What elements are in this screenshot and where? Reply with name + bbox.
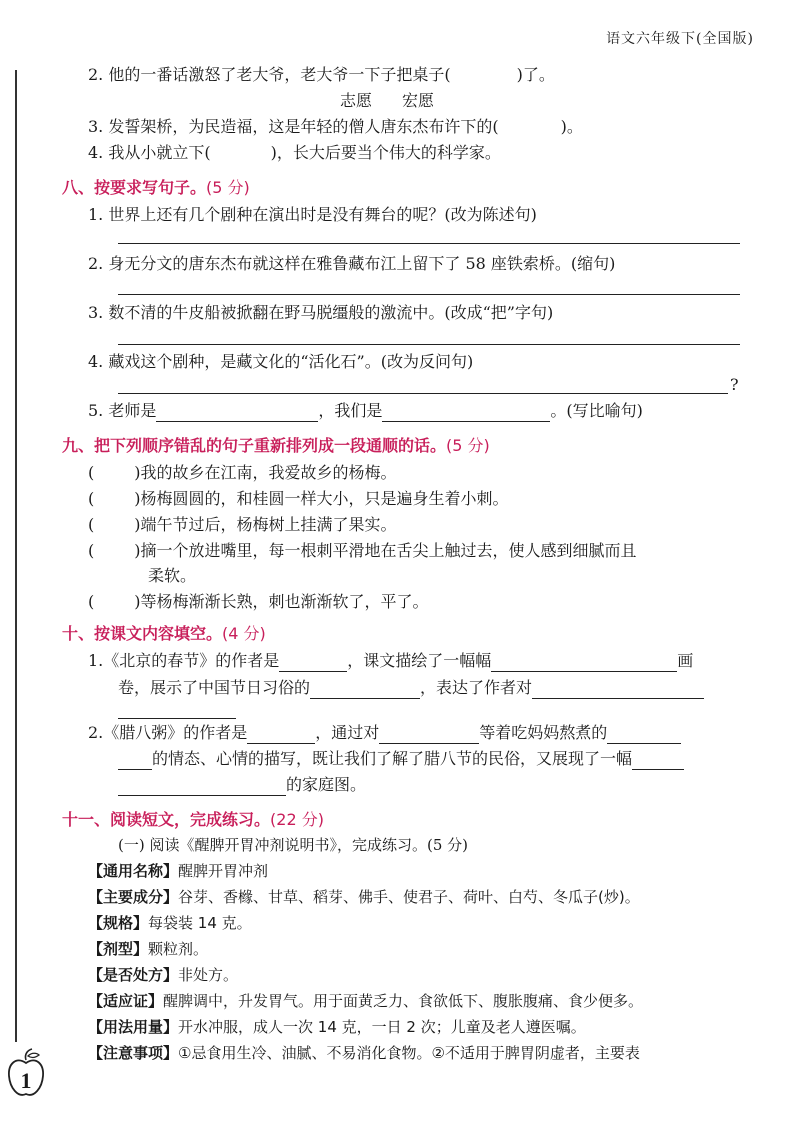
leaflet-row: 【规格】每袋装 14 克。 (88, 914, 252, 932)
word-choice: 宏愿 (402, 91, 435, 110)
fill-blank[interactable] (310, 680, 420, 699)
leaflet-row: 【用法用量】开水冲服，成人一次 14 克，一日 2 次；儿童及老人遵医嘱。 (88, 1018, 586, 1036)
p7-q2: 2. 他的一番话激怒了老大爷，老大爷一下子把桌子( )了。 (88, 65, 555, 84)
fill-blank[interactable] (118, 777, 286, 796)
page-header: 语文六年级下(全国版) (606, 31, 754, 47)
fill-blank[interactable] (632, 751, 684, 770)
fill-blank[interactable] (532, 680, 704, 699)
p10-q2-line2: 的情态、心情的描写，既让我们了解了腊八节的民俗，又展现了一幅 (118, 748, 684, 770)
p8-q4-end-mark: ? (730, 375, 739, 394)
section-11-title: 十一、阅读短文，完成练习。(22 分) (62, 810, 324, 829)
leaflet-row: 【主要成分】谷芽、香橼、甘草、稻芽、佛手、使君子、荷叶、白芍、冬瓜子(炒)。 (88, 888, 640, 906)
fill-blank[interactable] (118, 751, 152, 770)
fill-blank[interactable] (156, 403, 318, 422)
section-8-title: 八、按要求写句子。(5 分) (62, 178, 250, 197)
page-number: 1 (20, 1068, 32, 1093)
p7-q3: 3. 发誓架桥，为民造福，这是年轻的僧人唐东杰布许下的( )。 (88, 117, 583, 136)
leaflet-row: 【是否处方】非处方。 (88, 966, 239, 984)
p9-item: ( )杨梅圆圆的，和桂圆一样大小，只是遍身生着小刺。 (88, 489, 509, 508)
leaflet-row: 【剂型】颗粒剂。 (88, 940, 209, 958)
p10-q2-line3: 的家庭图。 (118, 774, 366, 796)
fill-blank[interactable] (607, 725, 681, 744)
word-choice: 志愿 (340, 91, 373, 110)
answer-line[interactable] (118, 393, 728, 394)
margin-line (15, 70, 17, 1042)
leaflet-row: 【通用名称】醒脾开胃冲剂 (88, 862, 269, 880)
p8-item-2: 2. 身无分文的唐东杰布就这样在雅鲁藏布江上留下了 58 座铁索桥。(缩句) (88, 254, 616, 273)
p8-item-1: 1. 世界上还有几个剧种在演出时是没有舞台的呢？(改为陈述句) (88, 205, 537, 224)
fill-blank[interactable] (491, 653, 677, 672)
p8-item-3: 3. 数不清的牛皮船被掀翻在野马脱缰般的激流中。(改成“把”字句) (88, 303, 554, 322)
p10-q1-line1: 1.《北京的春节》的作者是 ，课文描绘了一幅幅 画 (88, 651, 694, 670)
fill-blank[interactable] (279, 653, 347, 672)
fill-blank[interactable] (379, 725, 479, 744)
leaflet-row: 【适应证】醒脾调中，升发胃气。用于面黄乏力、食欲低下、腹胀腹痛、食少便多。 (88, 992, 644, 1010)
page-number-badge (6, 1046, 46, 1106)
p9-item: ( )端午节过后，杨梅树上挂满了果实。 (88, 515, 397, 534)
p7-word-choices (340, 90, 434, 112)
p10-q2-line1: 2.《腊八粥》的作者是 ，通过对 等着吃妈妈熬煮的 (88, 722, 681, 744)
fill-blank[interactable] (247, 725, 315, 744)
p9-item: ( )我的故乡在江南，我爱故乡的杨梅。 (88, 463, 397, 482)
p8-item-4: 4. 藏戏这个剧种，是藏文化的“活化石”。(改为反问句) (88, 352, 474, 371)
section-9-title: 九、把下列顺序错乱的句子重新排列成一段通顺的话。(5 分) (62, 436, 490, 455)
answer-line[interactable] (118, 718, 236, 719)
p9-item-continuation: 柔软。 (148, 566, 197, 585)
p8-item-5: 5. 老师是 ，我们是 。(写比喻句) (88, 401, 643, 420)
p9-item: ( )摘一个放进嘴里，每一根刺平滑地在舌尖上触过去，使人感到细腻而且 (88, 541, 637, 560)
leaflet-row: 【注意事项】①忌食用生冷、油腻、不易消化食物。②不适用于脾胃阴虚者，主要表 (88, 1044, 640, 1062)
fill-blank[interactable] (382, 403, 550, 422)
answer-line[interactable] (118, 243, 740, 244)
p10-q1-line2: 卷，展示了中国节日习俗的 ，表达了作者对 (118, 677, 704, 699)
p7-q4: 4. 我从小就立下( )，长大后要当个伟大的科学家。 (88, 143, 501, 162)
section-10-title: 十、按课文内容填空。(4 分) (62, 624, 266, 643)
answer-line[interactable] (118, 344, 740, 345)
answer-line[interactable] (118, 294, 740, 295)
p9-item: ( )等杨梅渐渐长熟，刺也渐渐软了，平了。 (88, 592, 429, 611)
p11-subtitle: (一) 阅读《醒脾开胃冲剂说明书》，完成练习。(5 分) (118, 836, 468, 854)
